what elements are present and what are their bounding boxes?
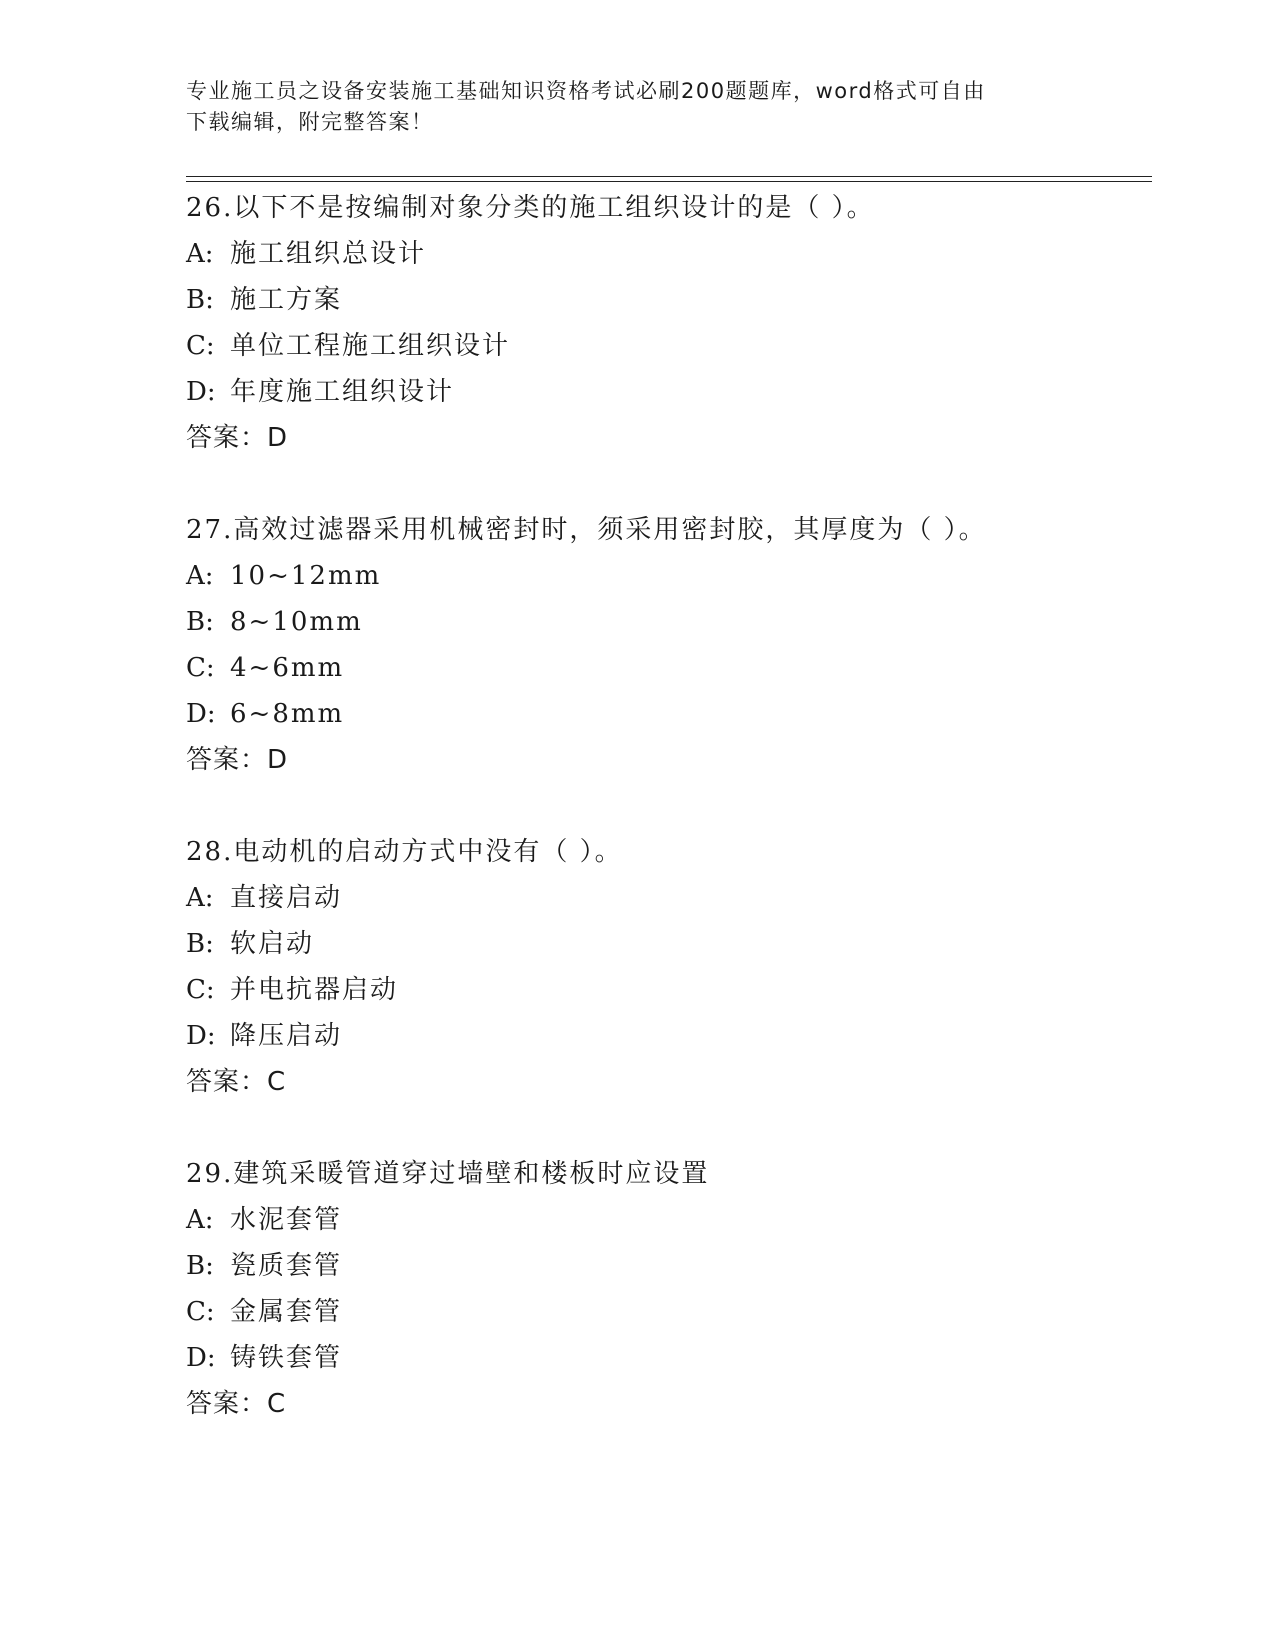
option-c bbox=[186, 1289, 1146, 1335]
question-stem: 28.电动机的启动方式中没有（ ）。 bbox=[186, 837, 623, 867]
option-text: 降压启动 bbox=[230, 1021, 343, 1051]
question-stem: 26.以下不是按编制对象分类的施工组织设计的是（ ）。 bbox=[186, 193, 875, 223]
option-text: 10~12mm bbox=[230, 561, 382, 591]
option-text: 施工方案 bbox=[230, 285, 343, 315]
option-text: 年度施工组织设计 bbox=[230, 377, 455, 407]
option-letter: B: bbox=[186, 929, 214, 959]
option-text: 软启动 bbox=[230, 929, 315, 959]
option-a bbox=[186, 875, 1146, 921]
option-c bbox=[186, 323, 1146, 369]
option-letter: D: bbox=[186, 1021, 216, 1051]
option-letter: A: bbox=[186, 1205, 214, 1235]
option-text: 瓷质套管 bbox=[230, 1251, 343, 1281]
document-header bbox=[186, 76, 1086, 138]
option-a bbox=[186, 1197, 1146, 1243]
option-b bbox=[186, 921, 1146, 967]
option-d bbox=[186, 1335, 1146, 1381]
option-text: 水泥套管 bbox=[230, 1205, 343, 1235]
option-letter: D: bbox=[186, 377, 216, 407]
option-letter: C: bbox=[186, 653, 215, 683]
option-letter: D: bbox=[186, 1343, 216, 1373]
option-d bbox=[186, 369, 1146, 415]
option-letter: A: bbox=[186, 239, 214, 269]
option-d bbox=[186, 691, 1146, 737]
option-letter: C: bbox=[186, 1297, 215, 1327]
answer-line: 答案：C bbox=[186, 1067, 287, 1097]
option-letter: A: bbox=[186, 561, 214, 591]
header-divider-bottom bbox=[186, 181, 1152, 182]
option-b bbox=[186, 599, 1146, 645]
option-text: 铸铁套管 bbox=[230, 1343, 343, 1373]
answer-line: 答案：D bbox=[186, 423, 289, 453]
option-text: 4~6mm bbox=[230, 653, 345, 683]
answer-line: 答案：D bbox=[186, 745, 289, 775]
option-letter: C: bbox=[186, 331, 215, 361]
answer-line: 答案：C bbox=[186, 1389, 287, 1419]
question-28 bbox=[186, 829, 1146, 1105]
option-text: 施工组织总设计 bbox=[230, 239, 427, 269]
option-letter: B: bbox=[186, 607, 214, 637]
option-d bbox=[186, 1013, 1146, 1059]
header-line-1: 专业施工员之设备安装施工基础知识资格考试必刷200题题库，word格式可自由 bbox=[186, 79, 986, 103]
header-line-2: 下载编辑，附完整答案！ bbox=[186, 110, 434, 134]
option-letter: B: bbox=[186, 1251, 214, 1281]
option-text: 6~8mm bbox=[230, 699, 345, 729]
option-letter: A: bbox=[186, 883, 214, 913]
option-letter: D: bbox=[186, 699, 216, 729]
option-text: 金属套管 bbox=[230, 1297, 343, 1327]
option-text: 单位工程施工组织设计 bbox=[230, 331, 511, 361]
option-b bbox=[186, 1243, 1146, 1289]
option-text: 8~10mm bbox=[230, 607, 363, 637]
option-letter: B: bbox=[186, 285, 214, 315]
option-a bbox=[186, 231, 1146, 277]
option-text: 并电抗器启动 bbox=[230, 975, 399, 1005]
option-text: 直接启动 bbox=[230, 883, 343, 913]
option-b bbox=[186, 277, 1146, 323]
question-29 bbox=[186, 1151, 1146, 1427]
option-c bbox=[186, 645, 1146, 691]
header-divider-top bbox=[186, 176, 1152, 177]
question-26 bbox=[186, 185, 1146, 461]
question-stem: 29.建筑采暖管道穿过墙壁和楼板时应设置 bbox=[186, 1159, 710, 1189]
question-27 bbox=[186, 507, 1146, 783]
option-a bbox=[186, 553, 1146, 599]
option-letter: C: bbox=[186, 975, 215, 1005]
option-c bbox=[186, 967, 1146, 1013]
question-stem: 27.高效过滤器采用机械密封时，须采用密封胶，其厚度为（ ）。 bbox=[186, 515, 987, 545]
